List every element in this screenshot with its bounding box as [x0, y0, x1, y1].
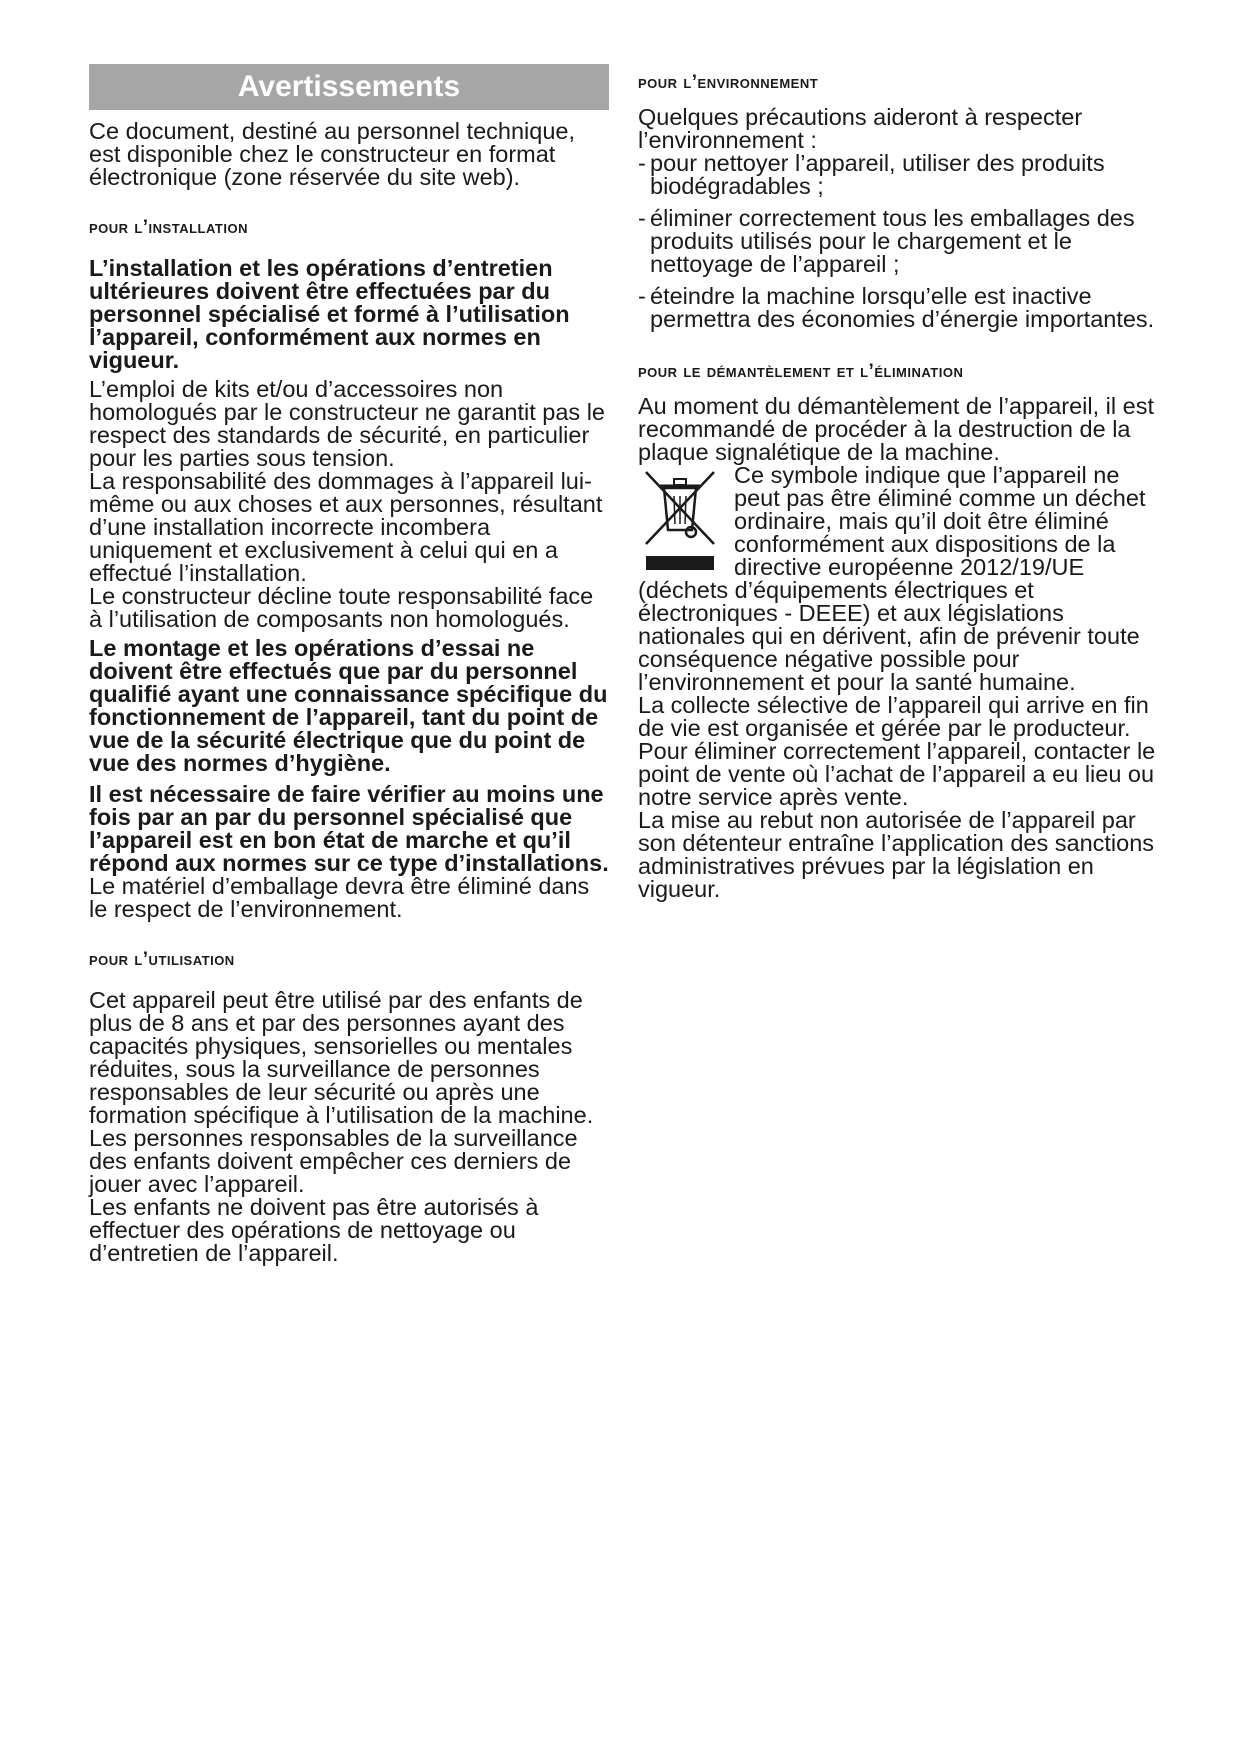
left-column	[89, 64, 609, 1265]
intro-paragraph: Ce document, destiné au personnel technique, est disponible chez le constructeur en format électronique (zone réservée du site web).	[89, 118, 575, 190]
installation-warning-bold: L’installation et les opérations d’entretien ultérieures doivent être effectuées par du personnel spécialisé et formé à l’utilisation l’appareil, conformément aux normes en vigueur.	[89, 255, 570, 373]
section-heading-demantelement: pour le démantèlement et l’élimination	[638, 361, 964, 382]
crossed-out-wheelie-bin-icon	[638, 464, 722, 572]
utilisation-paragraph-users: Cet appareil peut être utilisé par des enfants de plus de 8 ans et par des personnes ayant des capacités physiques, sensorielles ou mentales réduites, sous la surveillance de personnes responsables de leur sécurité ou après une formation spécifique à l’utilisation de la machine.	[89, 987, 594, 1128]
environnement-intro: Quelques précautions aideront à respecter l’environnement :	[638, 104, 1083, 153]
installation-paragraph-kits: L’emploi de kits et/ou d’accessoires non homologués par le constructeur ne garantit pas le respect des standards de sécurité, en particulier pour les parties sous tension.	[89, 376, 606, 471]
environnement-list	[638, 152, 1158, 331]
demantelement-paragraph-collection: La collecte sélective de l’appareil qui arrive en fin de vie est organisée et gérée par le producteur.	[638, 692, 1149, 741]
section-heading-utilisation: pour l’utilisation	[89, 949, 235, 970]
installation-paragraph-responsibility: La responsabilité des dommages à l’appareil lui-même ou aux choses et aux personnes, résultant d’une installation incorrecte incombera uniquement et exclusivement à celui qui en a effectué l’installation.	[89, 468, 603, 586]
demantelement-paragraph-sanctions: La mise au rebut non autorisée de l’appareil par son détenteur entraîne l’application des sanctions administratives prévues par la législation en vigueur.	[638, 807, 1155, 902]
list-item: - éteindre la machine lorsqu’elle est inactive permettra des économies d’énergie importantes.	[638, 285, 1158, 331]
right-column	[638, 64, 1158, 901]
demantelement-paragraph-symbol: Ce symbole indique que l’appareil ne peut pas être éliminé comme un déchet ordinaire, mais qu’il doit être éliminé conformément aux dispositions de la directive européenne 2012/19/UE (déchets d’équipements électriques et électroniques - DEEE) et aux législations nationales qui en dérivent, afin de prévenir toute conséquence négative possible pour l’environnement et pour la santé humaine.	[638, 462, 1146, 695]
page-title: Avertissements	[89, 64, 609, 110]
utilisation-paragraph-cleaning: Les enfants ne doivent pas être autorisés à effectuer des opérations de nettoyage ou d’entretien de l’appareil.	[89, 1194, 539, 1266]
installation-paragraph-components: Le constructeur décline toute responsabilité face à l’utilisation de composants non homologués.	[89, 583, 594, 632]
demantelement-paragraph-contact: Pour éliminer correctement l’appareil, contacter le point de vente où l’achat de l’appareil a eu lieu ou notre service après vente.	[638, 738, 1156, 810]
installation-testing-bold: Le montage et les opérations d’essai ne doivent être effectués que par du personnel qualifié ayant une connaissance spécifique du fonctionnement de l’appareil, tant du point de vue de la sécurité électrique que du point de vue des normes d’hygiène.	[89, 635, 608, 776]
weee-block	[638, 464, 1158, 694]
list-item: - pour nettoyer l’appareil, utiliser des produits biodégradables ;	[638, 152, 1158, 198]
section-heading-environnement: pour l’environnement	[638, 72, 819, 93]
demantelement-paragraph-plate: Au moment du démantèlement de l’appareil, il est recommandé de procéder à la destruction de la plaque signalétique de la machine.	[638, 393, 1154, 465]
utilisation-paragraph-supervision: Les personnes responsables de la surveillance des enfants doivent empêcher ces derniers de jouer avec l’appareil.	[89, 1125, 578, 1197]
installation-packaging-paragraph: Le matériel d’emballage devra être éliminé dans le respect de l’environnement.	[89, 873, 590, 922]
section-heading-installation: pour l’installation	[89, 217, 248, 238]
installation-annual-check-bold: Il est nécessaire de faire vérifier au moins une fois par an par du personnel spécialisé que l’appareil est en bon état de marche et qu’il répond aux normes sur ce type d’installations.	[89, 781, 609, 876]
list-item: - éliminer correctement tous les emballages des produits utilisés pour le chargement et le nettoyage de l’appareil ;	[638, 207, 1158, 276]
